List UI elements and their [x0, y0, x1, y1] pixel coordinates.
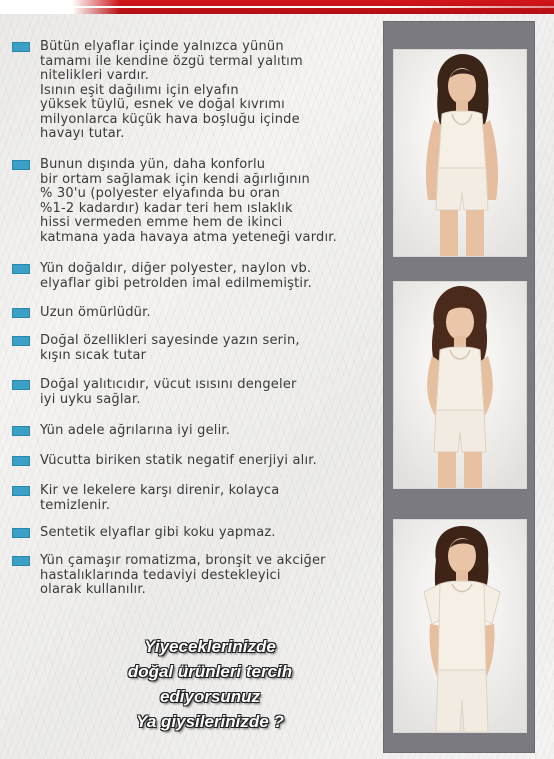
bullet-square-icon [12, 160, 30, 170]
bullet-square-icon [12, 426, 30, 436]
feature-text: Sentetik elyaflar gibi koku yapmaz. [40, 525, 276, 540]
model-photo-1 [394, 50, 526, 256]
smiling-woman-in-tank-top-image [394, 282, 526, 488]
slogan-line: Ya giysilerinizde ? [136, 712, 284, 731]
bullet-square-icon [12, 556, 30, 566]
bullet-square-icon [12, 308, 30, 318]
top-left-corner [0, 0, 120, 14]
bullet-square-icon [12, 264, 30, 274]
bullet-square-icon [12, 380, 30, 390]
bullet-square-icon [12, 42, 30, 52]
feature-text: Doğal yalıtıcıdır, vücut ısısını dengeler iyi uyku sağlar. [40, 377, 297, 407]
feature-text: Yün doğaldır, diğer polyester, naylon vb. elyaflar gibi petrolden imal edilmemiştir. [40, 261, 312, 291]
bullet-square-icon [12, 528, 30, 538]
feature-text: Uzun ömürlüdür. [40, 305, 151, 320]
bullet-square-icon [12, 486, 30, 496]
slogan-line: ediyorsunuz [159, 687, 261, 706]
feature-text: Kir ve lekelere karşı direnir, kolayca temizlenir. [40, 483, 280, 513]
slogan-text [60, 634, 360, 734]
feature-text: Bütün elyaflar içinde yalnızca yünün tamamı ile kendine özgü termal yalıtım nitelikleri vardır. Isının eşit dağılımı için elyafın yüksek tüylü, esnek ve doğal kıvrımı milyonlarca küçük hava boşluğu içinde havayı tutar. [40, 39, 303, 141]
bullet-square-icon [12, 336, 30, 346]
woman-in-short-sleeve-top-image [394, 520, 526, 732]
feature-text: Yün çamaşır romatizma, bronşit ve akciğer hastalıklarında tedaviyi destekleyici olarak kullanılır. [40, 553, 326, 597]
slogan-line: Yiyeceklerinizde [144, 637, 276, 656]
woman-in-tank-top-and-shorts-image [394, 50, 526, 256]
model-photo-2 [394, 282, 526, 488]
feature-text: Yün adele ağrılarına iyi gelir. [40, 423, 231, 438]
feature-text: Vücutta biriken statik negatif enerjiyi alır. [40, 453, 317, 468]
model-photo-3 [394, 520, 526, 732]
slogan-line: doğal ürünleri tercih [127, 662, 293, 681]
feature-text: Doğal özellikleri sayesinde yazın serin, kışın sıcak tutar [40, 333, 300, 363]
bullet-square-icon [12, 456, 30, 466]
feature-text: Bunun dışında yün, daha konforlu bir ortam sağlamak için kendi ağırlığının % 30'u (polyester elyafında bu oran %1-2 kadardır) kadar teri hem ıslaklık hissi vermeden emme hem de ikinci katmana yada havaya atma yeteneği vardır. [40, 157, 337, 245]
